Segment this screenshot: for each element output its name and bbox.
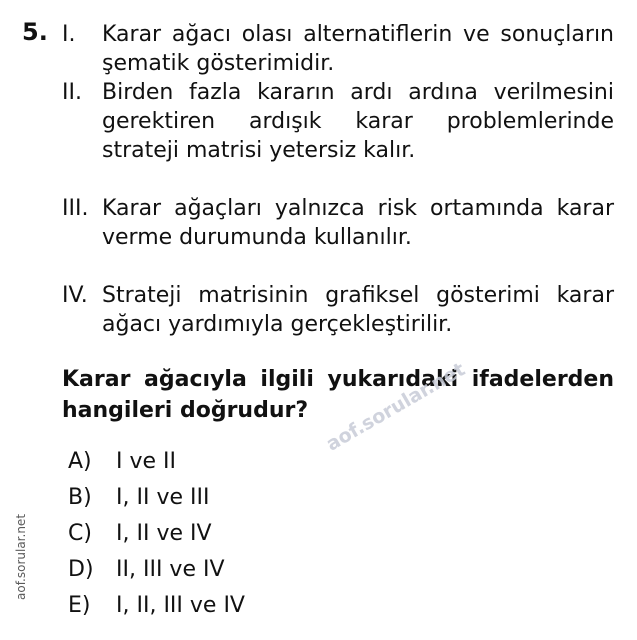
- answer-option-d[interactable]: [68, 556, 225, 584]
- statement-roman: IV.: [62, 283, 88, 308]
- option-letter: C): [68, 521, 92, 546]
- statement-roman: III.: [62, 196, 89, 221]
- statement-text: Karar ağaçları yalnızca risk ortamında karar verme durumunda kullanılır.: [102, 196, 614, 250]
- answer-option-b[interactable]: [68, 484, 209, 512]
- statement-1: [62, 20, 614, 78]
- watermark: aof.sorular.net: [322, 358, 469, 456]
- option-text: I, II, III ve IV: [116, 593, 245, 618]
- option-letter: B): [68, 485, 92, 510]
- answer-option-a[interactable]: [68, 448, 176, 476]
- statement-text: Birden fazla kararın ardı ardına verilmesini gerektiren ardışık karar problemlerinde strateji matrisi yetersiz kalır.: [102, 80, 614, 163]
- option-letter: D): [68, 557, 94, 582]
- option-text: I, II ve IV: [116, 521, 212, 546]
- statement-text: Strateji matrisinin grafiksel gösterimi karar ağacı yardımıyla gerçekleştirilir.: [102, 283, 614, 337]
- question-number: 5.: [22, 18, 48, 46]
- option-letter: E): [68, 593, 91, 618]
- answer-option-c[interactable]: [68, 520, 212, 548]
- statement-roman: II.: [62, 80, 82, 105]
- question-text: Karar ağacıyla ilgili yukarıdaki ifadelerden hangileri doğrudur?: [62, 367, 614, 423]
- option-text: II, III ve IV: [116, 557, 225, 582]
- statement-4: [62, 281, 614, 339]
- side-watermark: aof.sorular.net: [14, 513, 28, 600]
- statement-2: [62, 78, 614, 165]
- option-text: I ve II: [116, 449, 177, 474]
- statement-roman: I.: [62, 22, 76, 47]
- answer-option-e[interactable]: [68, 592, 245, 620]
- statement-3: [62, 194, 614, 252]
- option-letter: A): [68, 449, 92, 474]
- option-text: I, II ve III: [116, 485, 210, 510]
- statement-text: Karar ağacı olası alternatiflerin ve sonuçların şematik gösterimidir.: [102, 22, 614, 76]
